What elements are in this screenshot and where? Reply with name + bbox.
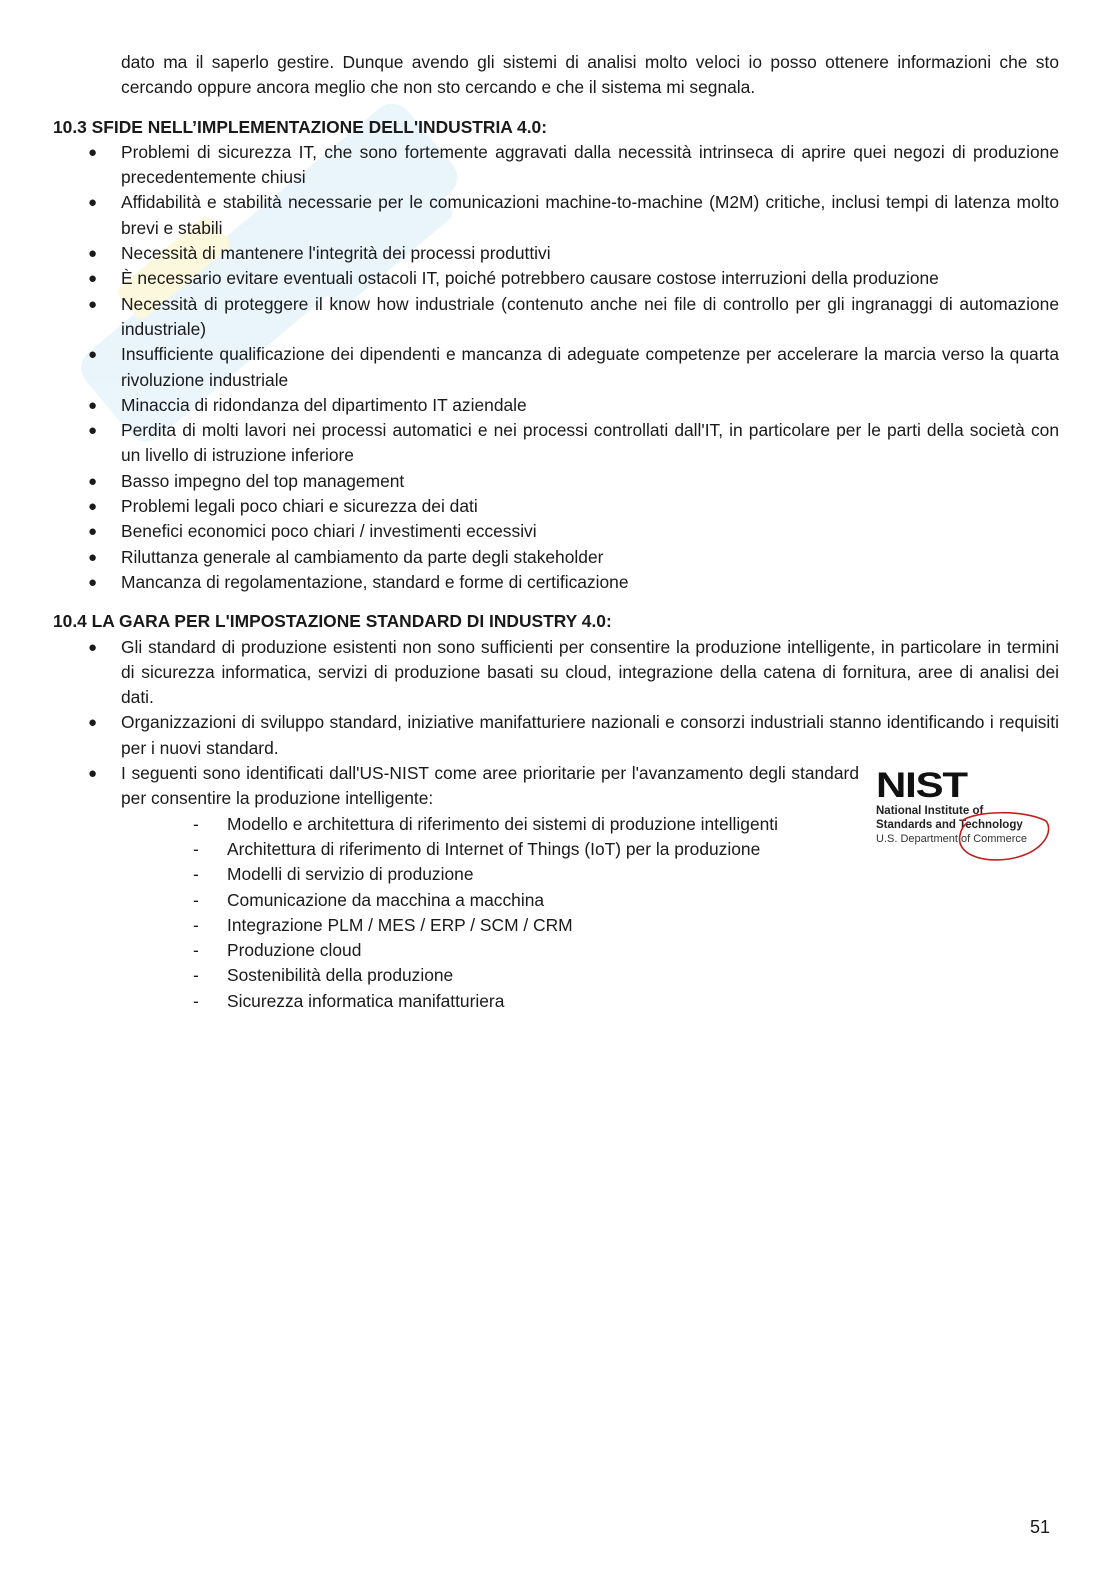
sub-list-item: - Produzione cloud <box>121 938 1059 963</box>
list-item: ● Insufficiente qualificazione dei dipendenti e mancanza di adeguate competenze per accelerare la marcia verso la quarta rivoluzione industriale <box>88 344 1059 390</box>
bullet-icon: ● <box>88 472 98 490</box>
nist-logo-line3: U.S. Department of Commerce <box>876 833 1027 846</box>
dash-icon: - <box>193 965 199 986</box>
dash-icon: - <box>193 889 199 910</box>
bullet-icon: ● <box>88 714 98 732</box>
dash-icon: - <box>193 864 199 885</box>
bullet-icon: ● <box>88 523 98 541</box>
section-heading-10-4: 10.4 LA GARA PER L'IMPOSTAZIONE STANDARD DI INDUSTRY 4.0: <box>53 611 612 632</box>
nist-logo <box>876 766 1056 864</box>
nist-logo-line1: National Institute of <box>876 805 984 818</box>
sub-list-item: - Architettura di riferimento di Internet of Things (IoT) per la produzione <box>121 837 1059 862</box>
red-circle-annotation <box>954 809 1054 864</box>
sub-list-item: - Modello e architettura di riferimento dei sistemi di produzione intelligenti <box>121 812 1059 837</box>
list-item: ● Problemi di sicurezza IT, che sono fortemente aggravati dalla necessità intrinseca di aprire quei negozi di produzione precedentemente chiusi <box>88 141 1059 188</box>
bullet-icon: ● <box>88 765 98 783</box>
intro-paragraph: dato ma il saperlo gestire. Dunque avendo gli sistemi di analisi molto veloci io posso ottenere informazioni che sto cercando oppure ancora meglio che non sto cercando e che il sistema mi segnala. <box>121 52 1059 98</box>
bullet-icon: ● <box>88 396 98 414</box>
dash-icon: - <box>193 914 199 935</box>
bullet-icon: ● <box>88 573 98 591</box>
standards-list <box>53 635 1059 1014</box>
sub-list-item: - Modelli di servizio di produzione <box>121 862 1059 887</box>
dash-icon: - <box>193 813 199 834</box>
list-item: ● Necessità di proteggere il know how industriale (contenuto anche nei file di controllo per gli ingranaggi di automazione industriale) <box>88 293 1059 339</box>
dash-icon: - <box>193 838 199 859</box>
list-item: ● Riluttanza generale al cambiamento da parte degli stakeholder <box>53 545 1059 570</box>
bullet-icon: ● <box>88 295 98 313</box>
sub-list-item: - Integrazione PLM / MES / ERP / SCM / CRM <box>121 913 1059 938</box>
sub-list-item: - Comunicazione da macchina a macchina <box>121 888 1059 913</box>
list-item-nist <box>53 761 1059 1014</box>
nist-item-text: I seguenti sono identificati dall'US-NIST come aree prioritarie per l'avanzamento degli standard per consentire la produzione intelligente: <box>121 763 859 809</box>
list-item: ● Organizzazioni di sviluppo standard, iniziative manifatturiere nazionali e consorzi industriali stanno identificando i requisiti per i nuovi standard. <box>88 712 1059 758</box>
bullet-icon: ● <box>88 194 98 212</box>
page-number: 51 <box>1030 1517 1051 1537</box>
bullet-icon: ● <box>88 270 98 288</box>
document-body <box>53 50 1059 1028</box>
dash-icon: - <box>193 940 199 961</box>
challenges-list <box>53 140 1059 595</box>
sub-list-item: - Sicurezza informatica manifatturiera <box>121 989 1059 1014</box>
bullet-icon: ● <box>88 346 98 364</box>
bullet-icon: ● <box>88 498 98 516</box>
bullet-icon: ● <box>88 422 98 440</box>
list-item: ● Benefici economici poco chiari / investimenti eccessivi <box>53 519 1059 544</box>
list-item: ● Gli standard di produzione esistenti non sono sufficienti per consentire la produzione intelligente, in particolare in termini di sicurezza informatica, servizi di produzione basati su cloud, integrazione della catena di fornitura, aree di analisi dei dati. <box>88 636 1059 708</box>
dash-icon: - <box>193 990 199 1011</box>
list-item: ● Perdita di molti lavori nei processi automatici e nei processi controllati dall'IT, in particolare per le parti della società con un livello di istruzione inferiore <box>88 420 1059 466</box>
list-item: ● Necessità di mantenere l'integrità dei processi produttivi <box>53 241 1059 266</box>
list-item: ● Basso impegno del top management <box>53 469 1059 494</box>
section-heading-10-3: 10.3 SFIDE NELL’IMPLEMENTAZIONE DELL'INDUSTRIA 4.0: <box>53 116 548 137</box>
nist-logo-line2: Standards and Technology <box>876 819 1023 832</box>
list-item: ● Affidabilità e stabilità necessarie per le comunicazioni machine-to-machine (M2M) critiche, inclusi tempi di latenza molto brevi e stabili <box>88 192 1059 238</box>
sub-list-item: - Sostenibilità della produzione <box>121 963 1059 988</box>
bullet-icon: ● <box>88 245 98 263</box>
list-item: ● Minaccia di ridondanza del dipartimento IT aziendale <box>53 393 1059 418</box>
bullet-icon: ● <box>88 143 98 161</box>
list-item: ● Mancanza di regolamentazione, standard e forme di certificazione <box>53 570 1059 595</box>
nist-logo-mark: NIST <box>876 766 967 806</box>
bullet-icon: ● <box>88 638 98 656</box>
list-item: ● È necessario evitare eventuali ostacoli IT, poiché potrebbero causare costose interruzioni della produzione <box>53 266 1059 291</box>
list-item: ● Problemi legali poco chiari e sicurezza dei dati <box>53 494 1059 519</box>
bullet-icon: ● <box>88 548 98 566</box>
